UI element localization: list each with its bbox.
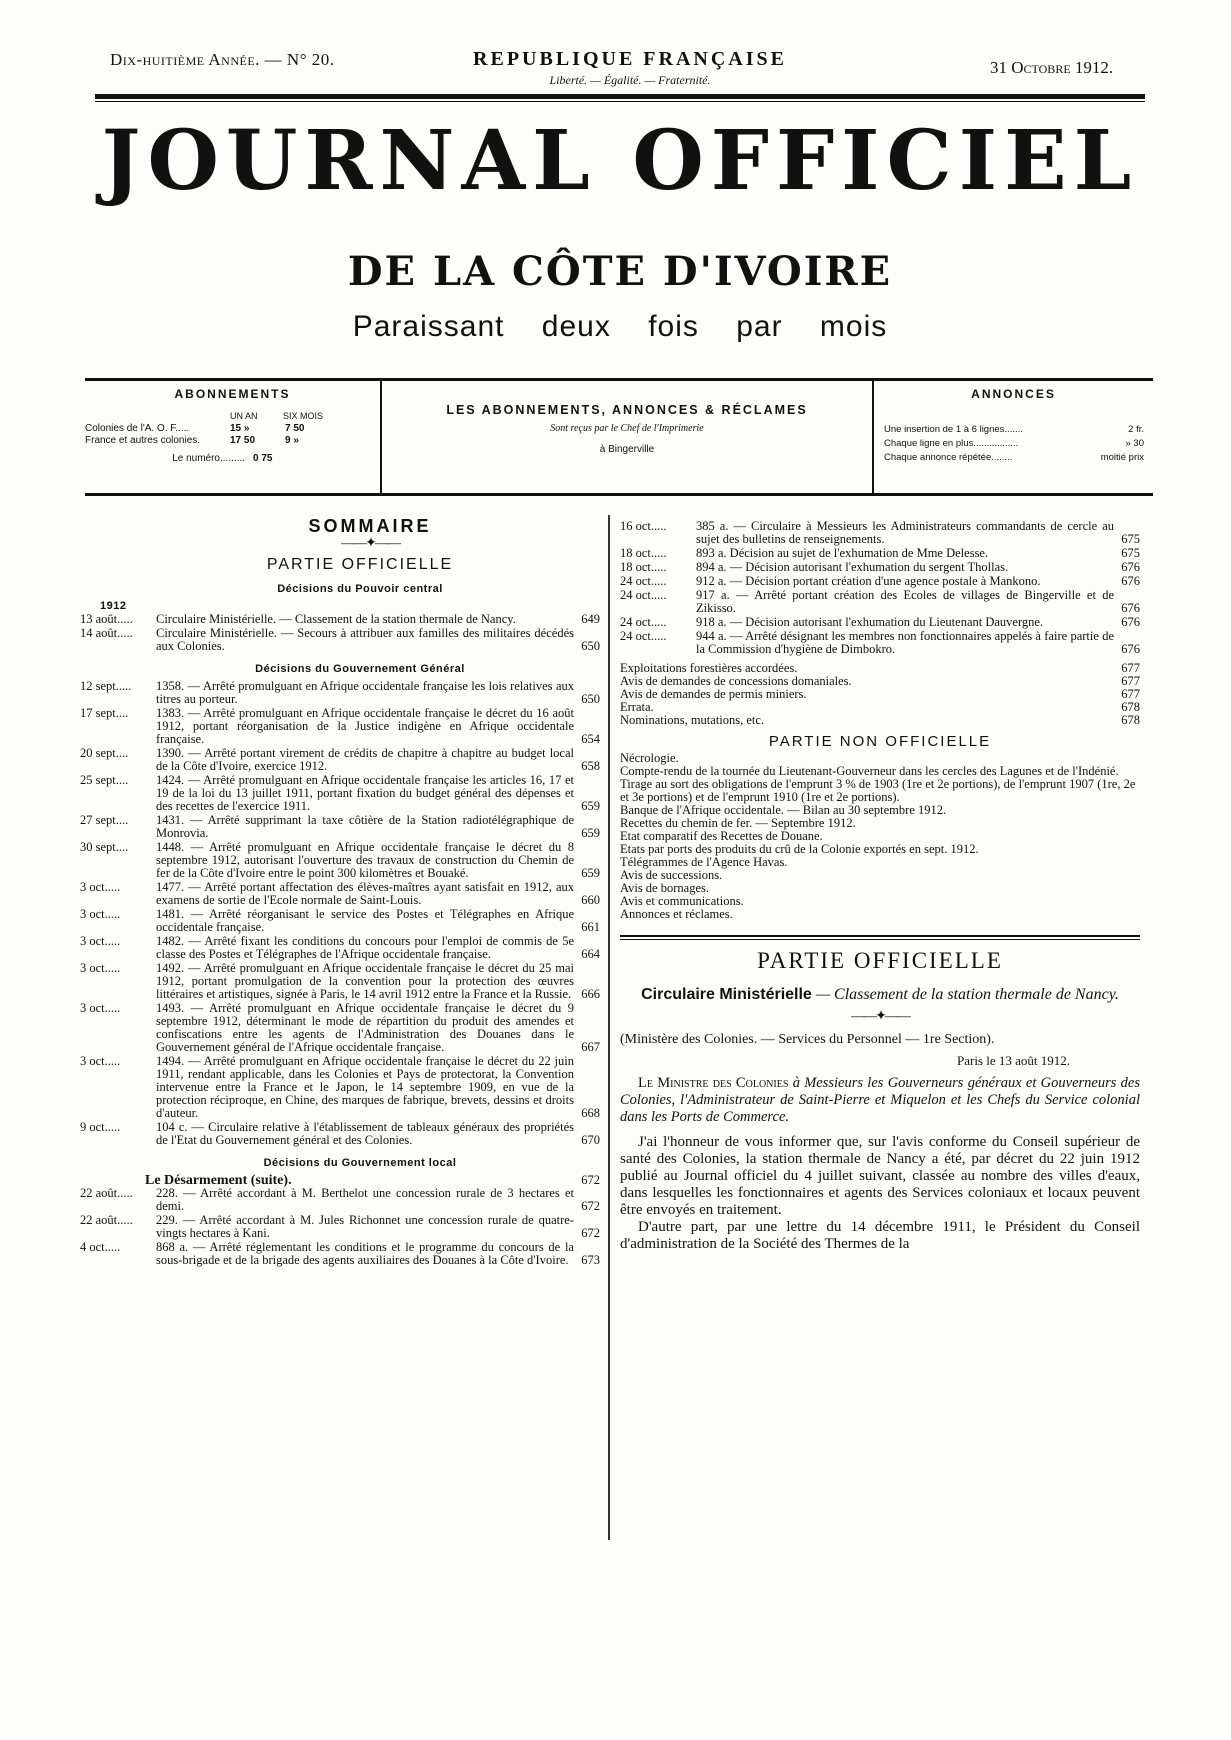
list-item <box>80 1241 600 1267</box>
subscriptions-panel <box>85 381 382 493</box>
entry-page: 667 <box>581 1040 600 1054</box>
entry-date: 17 sept.... <box>80 706 129 720</box>
entry-page: 659 <box>581 826 600 840</box>
partie-officielle-heading: PARTIE OFFICIELLE <box>266 556 454 573</box>
entry-text: 385 a. — Circulaire à Messieurs les Administrateurs commandants de cercle au sujet des bulletins de renseignements. <box>696 519 1114 546</box>
header-rule-thin <box>95 101 1145 102</box>
row-six: 7 50 <box>285 423 305 434</box>
entry-text: 1431. — Arrêté supprimant la taxe côtière de la Station radiotélégraphique de Monrovia. <box>156 813 574 840</box>
paragraph-2: D'autre part, par une lettre du 14 décembre 1911, le Président du Conseil d'administration de la Société des Thermes de la <box>620 1219 1140 1252</box>
entry-date: 3 oct..... <box>80 1054 121 1068</box>
subscription-box <box>85 378 1153 496</box>
entry-date: 22 août..... <box>80 1186 133 1200</box>
entry-date: 18 oct..... <box>620 546 667 560</box>
list-item <box>620 630 1140 656</box>
entry-text: Errata. <box>620 700 654 714</box>
annonces-title: ANNONCES <box>971 387 1056 401</box>
entry-text: 917 a. — Arrêté portant création des Ecoles de villages de Bingerville et de Zikisso. <box>696 588 1114 615</box>
entry-text: 893 a. Décision au sujet de l'exhumation de Mme Delesse. <box>696 546 989 560</box>
entry-page: 677 <box>1121 674 1140 688</box>
entry-page: 650 <box>581 639 600 653</box>
row-six: 9 » <box>285 435 299 446</box>
list-item <box>80 1187 600 1213</box>
entry-text: 944 a. — Arrêté désignant les membres non fonctionnaires appelés à faire partie de la Commission d'hygiène de Dimbokro. <box>696 629 1114 656</box>
partie-non-officielle-heading: PARTIE NON OFFICIELLE <box>768 733 992 750</box>
list-item <box>80 962 600 1001</box>
entry-date: 13 août..... <box>80 612 133 626</box>
entry-text: Exploitations forestières accordées. <box>620 661 798 675</box>
circular-heading <box>620 985 1140 1004</box>
annonce-row <box>884 423 1144 437</box>
abonnements-line1: Sont reçus par le Chef de l'Imprimerie <box>550 423 704 434</box>
entry-page: 673 <box>581 1253 600 1267</box>
list-item <box>80 1214 600 1240</box>
annonce-label: Chaque annonce répétée........ <box>884 452 1013 463</box>
entry-text: Nominations, mutations, etc. <box>620 713 765 727</box>
sommaire-column <box>80 516 600 1268</box>
annonce-row <box>884 451 1144 465</box>
entry-page: 672 <box>581 1199 600 1213</box>
entry-date: 4 oct..... <box>80 1240 121 1254</box>
list-item <box>80 841 600 880</box>
entry-date: 3 oct..... <box>80 934 121 948</box>
list-item <box>80 908 600 934</box>
annonce-label: Une insertion de 1 à 6 lignes....... <box>884 424 1023 435</box>
entry-text: 1390. — Arrêté portant virement de crédits de chapitre à chapitre au budget local de la Côte d'Ivoire, exercice 1912. <box>156 746 574 773</box>
entry-date: 3 oct..... <box>80 907 121 921</box>
list-item <box>80 1002 600 1054</box>
list-item: Compte-rendu de la tournée du Lieutenant-Gouverneur dans les cercles des Lagunes et de l'Indénié. <box>620 764 1119 778</box>
entry-text: 229. — Arrêté accordant à M. Jules Richonnet une concession rurale de quatre-vingts hectares à Kani. <box>156 1213 574 1240</box>
entry-date: 3 oct..... <box>80 880 121 894</box>
entry-date: 20 sept.... <box>80 746 129 760</box>
entry-date: 30 sept.... <box>80 840 129 854</box>
annonces-rows <box>884 423 1144 465</box>
list-item <box>620 561 1140 574</box>
entry-page: 658 <box>581 759 600 773</box>
entry-page: 678 <box>1121 713 1140 727</box>
list-item <box>620 589 1140 615</box>
list-item <box>80 707 600 746</box>
list-item <box>620 575 1140 588</box>
row-label: France et autres colonies. <box>85 435 201 446</box>
number-row <box>85 453 380 465</box>
article-partie-heading: PARTIE OFFICIELLE <box>757 948 1003 973</box>
entry-date: 3 oct..... <box>80 1001 121 1015</box>
subscriptions-title: ABONNEMENTS <box>174 387 291 401</box>
list-item: Banque de l'Afrique occidentale. — Bilan au 30 septembre 1912. <box>620 803 947 817</box>
abonnements-title: LES ABONNEMENTS, ANNONCES & RÉCLAMES <box>446 403 808 417</box>
list-item <box>80 1121 600 1147</box>
list-item: Etat comparatif des Recettes de Douane. <box>620 829 823 843</box>
entry-text: 1493. — Arrêté promulguant en Afrique occidentale française le décret du 9 septembre 1912, déterminant le mode de répartition du produit des amendes et confiscations entre les agents de l'Administration des Douanes dans le Gouvernement général de l'Afrique occidentale française. <box>156 1001 574 1054</box>
entry-text: 1477. — Arrêté portant affectation des élèves-maîtres ayant satisfait en 1912, aux examens de sortie de l'Ecole normale de Saint-Louis. <box>156 880 574 907</box>
non-officielle-list <box>620 752 1140 921</box>
row-year: 17 50 <box>230 435 256 446</box>
ministry-line: (Ministère des Colonies. — Services du Personnel — 1re Section). <box>620 1032 995 1047</box>
list-item <box>80 881 600 907</box>
entry-page: 676 <box>1121 560 1140 574</box>
list-item <box>620 547 1140 560</box>
entry-page: 675 <box>1121 546 1140 560</box>
entry-text: Circulaire Ministérielle. — Classement de la station thermale de Nancy. <box>156 612 516 626</box>
list-item <box>620 714 1140 727</box>
issue-date: 31 Octobre 1912. <box>990 58 1114 77</box>
masthead-tagline: Paraissant deux fois par mois <box>352 310 888 343</box>
ornament: ——✦—— <box>341 536 399 551</box>
right-entries-list <box>620 520 1140 656</box>
entry-date: 24 oct..... <box>620 629 667 643</box>
list-item: Nécrologie. <box>620 751 679 765</box>
sommaire-title: SOMMAIRE <box>308 516 432 536</box>
section-rule-thin <box>620 939 1140 940</box>
right-column <box>620 520 1140 1253</box>
entry-date: 9 oct..... <box>80 1120 121 1134</box>
entry-text: 1424. — Arrêté promulguant en Afrique occidentale française les articles 16, 17 et 19 de la loi du 13 juillet 1911, portant fixation du budget général des dépenses et des recettes de l'exercice 1911. <box>156 773 574 813</box>
annonce-price: 2 fr. <box>1128 424 1144 435</box>
entry-page: 678 <box>1121 700 1140 714</box>
annonce-price: moitié prix <box>1100 452 1144 463</box>
entry-page: 666 <box>581 987 600 1001</box>
entry-date: 24 oct..... <box>620 574 667 588</box>
year-issue: Dix-huitième Année. — N° 20. <box>110 50 335 69</box>
subscription-rows <box>85 423 380 465</box>
entry-page: 676 <box>1121 601 1140 615</box>
entry-page: 676 <box>1121 574 1140 588</box>
entry-text: 228. — Arrêté accordant à M. Berthelot une concession rurale de 3 hectares et demi. <box>156 1186 574 1213</box>
number-label: Le numéro......... <box>172 453 245 464</box>
circular-title: Circulaire Ministérielle <box>641 986 812 1003</box>
entry-page: 676 <box>1121 615 1140 629</box>
entry-text: Avis de demandes de permis miniers. <box>620 687 807 701</box>
entry-text: 912 a. — Décision portant création d'une agence postale à Mankono. <box>696 574 1041 588</box>
list-item <box>80 1055 600 1120</box>
annonces-panel <box>874 381 1153 493</box>
entry-page: 664 <box>581 947 600 961</box>
abonnements-info-panel <box>382 381 874 493</box>
section-gouvernement-general: Décisions du Gouvernement Général <box>255 663 465 675</box>
header-rule <box>95 94 1145 99</box>
row-year: 15 » <box>230 423 250 434</box>
entry-text: 1481. — Arrêté réorganisant le service des Postes et Télégraphes en Afrique occidentale française. <box>156 907 574 934</box>
list-item: Etats par ports des produits du crû de la Colonie exportés en sept. 1912. <box>620 842 979 856</box>
entry-text: 104 c. — Circulaire relative à l'établissement de tableaux généraux des propriétés de l'Etat du Gouvernement général et des Colonies. <box>156 1120 574 1147</box>
annonce-label: Chaque ligne en plus................. <box>884 438 1019 449</box>
subscription-row <box>85 423 380 435</box>
list-item <box>620 688 1140 701</box>
sec2-list <box>80 680 600 1147</box>
list-item: Avis de successions. <box>620 868 723 882</box>
entry-text: 868 a. — Arrêté réglementant les conditions et le programme du concours de la sous-brigade et de la brigade des agents auxiliaires des Douanes à la Côte d'Ivoire. <box>156 1240 574 1267</box>
republic-header <box>420 48 840 88</box>
addressee-lead: Le Ministre des Colonies <box>638 1075 789 1091</box>
list-item <box>620 616 1140 629</box>
number-price: 0 75 <box>253 453 273 464</box>
entry-text: 1358. — Arrêté promulguant en Afrique occidentale française les lois relatives aux titres au porteur. <box>156 679 574 706</box>
entry-page: 668 <box>581 1106 600 1120</box>
entry-page: 661 <box>581 920 600 934</box>
entry-date: 25 sept.... <box>80 773 129 787</box>
entry-text: 1492. — Arrêté promulguant en Afrique occidentale française le décret du 25 mai 1912, portant promulgation de la convention pour la protection des œuvres littéraires et artistiques, signée à Paris, le 14 avril 1912 entre la France et la Russie. <box>156 961 574 1001</box>
subscription-row <box>85 435 380 447</box>
entry-page: 675 <box>1121 532 1140 546</box>
list-item <box>80 747 600 773</box>
entry-text: 918 a. — Décision autorisant l'exhumation du Lieutenant Dauvergne. <box>696 615 1044 629</box>
addressee-paragraph <box>620 1075 1140 1126</box>
entry-page: 659 <box>581 866 600 880</box>
list-item <box>80 680 600 706</box>
entry-date: 22 août..... <box>80 1213 133 1227</box>
entry-date: 16 oct..... <box>620 519 667 533</box>
republic-name: REPUBLIQUE FRANÇAISE <box>473 48 787 70</box>
circular-subject: — Classement de la station thermale de Nancy. <box>815 986 1119 1003</box>
list-item: Tirage au sort des obligations de l'emprunt 3 % de 1903 (1re et 2e portions), de l'emprunt 1907 (1re, 2e et 3e portions) et de l'emprunt 1910 (1re et 2e portions). <box>620 777 1136 804</box>
column-divider <box>608 515 610 1540</box>
row-label: Colonies de l'A. O. F..... <box>85 423 190 434</box>
entry-page: 654 <box>581 732 600 746</box>
entry-text: 1383. — Arrêté promulguant en Afrique occidentale française le décret du 16 août 1912, portant réorganisation de la Justice indigène en Afrique occidentale française. <box>156 706 574 746</box>
section-pouvoir-central: Décisions du Pouvoir central <box>277 583 443 595</box>
list-item: Avis de bornages. <box>620 881 709 895</box>
list-item <box>620 520 1140 546</box>
list-item: Avis et communications. <box>620 894 744 908</box>
entry-date: 14 août..... <box>80 626 133 640</box>
year-label: 1912 <box>100 600 127 612</box>
entry-text: 894 a. — Décision autorisant l'exhumation du sergent Thollas. <box>696 560 1009 574</box>
col-six-header: SIX MOIS <box>283 411 324 421</box>
entry-date: 24 oct..... <box>620 615 667 629</box>
entry-text: 1494. — Arrêté promulguant en Afrique occidentale française le décret du 22 juin 1911, rendant applicable, dans les Colonies et Pays de protectorat, la Convention intervenue entre la France et le Japon, le 14 septembre 1909, en vue de la protection réciproque, en Chine, des marques de fabrique, brevets, dessins et droits d'auteur. <box>156 1054 574 1120</box>
col-year-header: UN AN <box>230 411 258 421</box>
paragraph-1: J'ai l'honneur de vous informer que, sur l'avis conforme du Conseil supérieur de santé des Colonies, la station thermale de Nancy a été, par décret du 22 juin 1912 publié au Journal officiel du 4 juillet suivant, classée au nombre des villes d'eaux, dans lesquelles les fonctionnaires et agents des Services coloniaux et locaux peuvent être envoyés en traitement. <box>620 1134 1140 1218</box>
list-item: Recettes du chemin de fer. — Septembre 1912. <box>620 816 856 830</box>
list-item <box>80 935 600 961</box>
entry-page: 676 <box>1121 642 1140 656</box>
list-item: Annonces et réclames. <box>620 907 733 921</box>
entry-page: 672 <box>581 1226 600 1240</box>
list-item <box>80 627 600 653</box>
annonce-row <box>884 437 1144 451</box>
addressee-text: à Messieurs les Gouverneurs généraux et Gouverneurs des Colonies, l'Administrateur de Saint-Pierre et Miquelon et les Chefs du Service colonial dans les Ports de Commerce. <box>620 1075 1141 1125</box>
entry-date: 3 oct..... <box>80 961 121 975</box>
sec1-list <box>80 613 600 653</box>
list-item <box>80 613 600 626</box>
section-rule <box>620 935 1140 937</box>
entry-date: 24 oct..... <box>620 588 667 602</box>
entry-date: 27 sept.... <box>80 813 129 827</box>
entry-date: 12 sept..... <box>80 679 132 693</box>
list-item <box>80 774 600 813</box>
section-gouvernement-local: Décisions du Gouvernement local <box>263 1157 457 1169</box>
motto: Liberté. — Égalité. — Fraternité. <box>549 73 711 87</box>
entry-page: 649 <box>581 612 600 626</box>
place-date: Paris le 13 août 1912. <box>956 1053 1070 1068</box>
entry-page: 660 <box>581 893 600 907</box>
masthead-subtitle: DE LA CÔTE D'IVOIRE <box>347 248 893 295</box>
entry-page: 659 <box>581 799 600 813</box>
entry-page: 677 <box>1121 661 1140 675</box>
sec3-list <box>80 1187 600 1267</box>
list-item <box>80 814 600 840</box>
ornament: ——✦—— <box>851 1009 909 1024</box>
masthead-title: JOURNAL OFFICIEL <box>101 113 1139 209</box>
list-item: Télégrammes de l'Agence Havas. <box>620 855 788 869</box>
entry-text: 1448. — Arrêté promulguant en Afrique occidentale française le décret du 8 septembre 1912, autorisant l'ouverture des travaux de construction du Chemin de fer de la Côte d'Ivoire entre le point 300 kilomètres et Bouaké. <box>156 840 574 880</box>
annonce-price: » 30 <box>1125 438 1144 449</box>
entry-date: 18 oct..... <box>620 560 667 574</box>
misc-entries-list <box>620 662 1140 727</box>
desarmement-page: 672 <box>581 1173 600 1187</box>
entry-page: 677 <box>1121 687 1140 701</box>
entry-text: 1482. — Arrêté fixant les conditions du concours pour l'emploi de commis de 5e classe des Postes et Télégraphes de l'Afrique occidentale française. <box>156 934 574 961</box>
entry-text: Circulaire Ministérielle. — Secours à attribuer aux familles des militaires décédés aux Colonies. <box>156 626 574 653</box>
entry-text: Avis de demandes de concessions domaniales. <box>620 674 852 688</box>
entry-page: 670 <box>581 1133 600 1147</box>
entry-page: 650 <box>581 692 600 706</box>
desarmement-label: Le Désarmement (suite). <box>145 1173 292 1188</box>
abonnements-line2: à Bingerville <box>599 444 655 455</box>
